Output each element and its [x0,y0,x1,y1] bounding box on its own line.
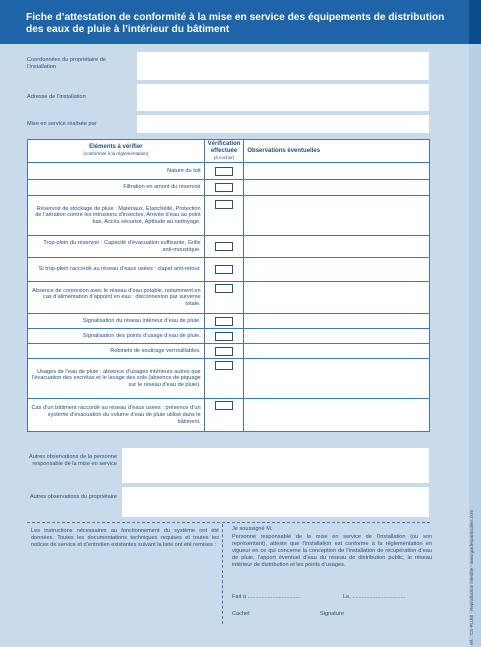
table-row [28,359,430,399]
table-row [28,344,430,359]
service-label: Mise en service réalisée par [27,121,97,127]
obs-cell[interactable] [244,196,430,236]
table-row [28,196,430,236]
footer-separator [27,522,430,523]
verify-checkbox[interactable] [215,332,233,341]
col-obs-header: Observations éventuelles [244,140,430,163]
verify-checkbox[interactable] [215,167,233,176]
stamp-label: Cachet [232,611,250,617]
owner-field[interactable] [137,52,429,80]
obs-cell[interactable] [244,314,430,329]
verify-checkbox[interactable] [215,265,233,274]
obs-cell[interactable] [244,344,430,359]
table-row [28,258,430,282]
row-label: Signalisation du réseau intérieur d’eau de pluie. [28,314,205,329]
obs-cell[interactable] [244,180,430,196]
obs-cell[interactable] [244,359,430,399]
row-label: Trop-plein du réservoir : Capacité d’évacuation suffisante, Grille anti-moustique. [28,236,205,258]
verify-checkbox[interactable] [215,242,233,251]
row-label: Signalisation des points d’usage d’eau de pluie. [28,329,205,344]
row-label: Si trop-plein raccordé au réseau d’eaux usées : clapet anti-retour. [28,258,205,282]
obs-cell[interactable] [244,329,430,344]
obs-cell[interactable] [244,163,430,180]
obs-cell[interactable] [244,282,430,314]
service-field[interactable] [137,115,429,133]
row-label: Réservoir de stockage de pluie : Matériaux, Etanchéité, Protection de l’aération contre les intrusions d’insectes, Arrivée d’eau au point bas, Accès sécurisé, Aptitude au nettoyage. [28,196,205,236]
table-row [28,399,430,432]
date-field[interactable]: Le, .................................. [343,594,406,600]
verify-checkbox[interactable] [215,200,233,209]
obs-cell[interactable] [244,399,430,432]
table-row [28,314,430,329]
verify-checkbox[interactable] [215,347,233,356]
side-note: réf. : CS-PLUIE - Reproduction interdite - www.guidesparticuliers.com [469,509,474,645]
form-header [0,0,481,44]
col-items-header: Eléments à vérifier (conformité à la réglementation) [28,140,205,163]
table-row [28,236,430,258]
instructions-text: Les instructions nécessaires au fonctionnement du système ont été données. Toutes les documentations techniques requises et toutes les notices de service et d’entretien existantes suivant la liste ont été remises : [31,528,219,548]
responsible-obs-field[interactable] [122,448,429,483]
col-verif-header: Vérification effectuée (à cocher) [204,140,244,163]
table-row [28,329,430,344]
table-row [28,282,430,314]
row-label: Robinets de soutirage verrouillables. [28,344,205,359]
row-label: Nature du toit [28,163,205,180]
obs-cell[interactable] [244,236,430,258]
row-label: Usages de l’eau de pluie : absence d’usages intérieurs autres que l’évacuation des excrétas et le lavage des sols (absence de piquage sur le réseau d’eau de pluie). [28,359,205,399]
row-label: Filtration en amont du réservoir [28,180,205,196]
owner-obs-label: Autres observations du propriétaire [29,494,117,500]
signature-label: Signature [320,611,344,617]
header-stripe [469,0,481,44]
done-at-field[interactable]: Fait à .................................. [232,594,301,600]
address-field[interactable] [137,84,429,111]
form-title: Fiche d’attestation de conformité à la mise en service des équipements de distribution des eaux de pluie à l’intérieur du bâtiment [26,12,445,35]
responsible-obs-label: Autres observations de la personne responsable de la mise en service [28,454,117,467]
undersigned-text: Je soussigné M. [232,526,273,532]
obs-cell[interactable] [244,258,430,282]
declaration-text: Personne responsable de la mise en service de l’installation (ou son représentant), atteste que l’installation est conforme à la réglementation en vigueur en ce qui concerne la conception de l’installation de récupération d’eau de pluie, l’apport éventuel d’eau du réseau de distribution public, le réseau intérieur de distribution et les points d’usages. [232,534,432,568]
footer-divider [222,524,223,624]
verify-checkbox[interactable] [215,183,233,192]
row-label: Absence de connexion avec le réseau d’eau potable, notamment en cas d’alimentation d’appoint en eau : disconnexion par surverse totale. [28,282,205,314]
checklist-header-row [28,140,430,163]
verify-checkbox[interactable] [215,317,233,326]
table-row [28,163,430,180]
verify-checkbox[interactable] [215,401,233,410]
row-label: Cas d’un bâtiment raccordé au réseau d’eaux usées : présence d’un système d’évacuation du volume d’eau de pluie utilisé dans le bâtiment. [28,399,205,432]
verify-checkbox[interactable] [215,284,233,293]
owner-obs-field[interactable] [122,487,429,517]
checklist-table [27,139,430,432]
table-row [28,180,430,196]
owner-label: Coordonnées du propriétaire de l’installation [27,57,106,70]
verify-checkbox[interactable] [215,361,233,370]
address-label: Adresse de l’installation [27,94,86,100]
